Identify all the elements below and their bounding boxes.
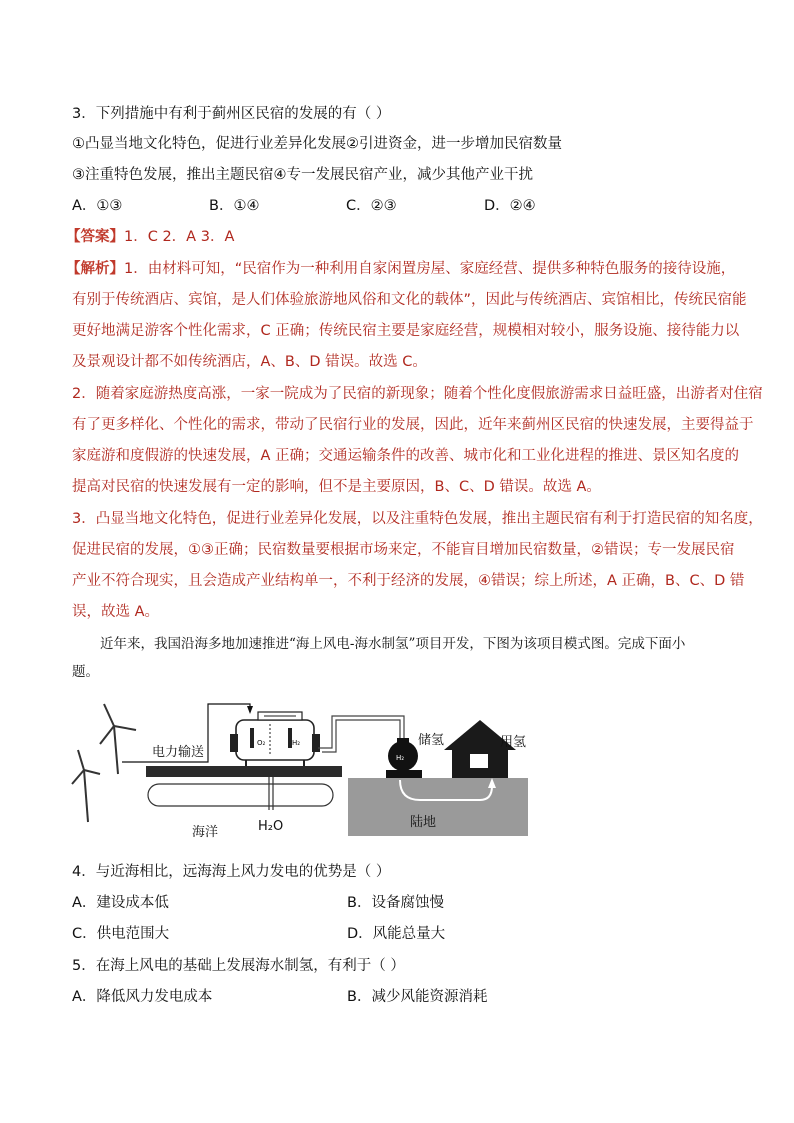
wind-turbine-icon	[100, 704, 136, 774]
q4-option-a: A．建设成本低	[72, 895, 169, 911]
analysis-label: 【解析】	[66, 261, 124, 277]
land-label: 陆地	[410, 815, 437, 830]
analysis-p1-line2: 有别于传统酒店、宾馆，是人们体验旅游地风俗和文化的载体”，因此与传统酒店、宾馆相比，传统民宿能	[72, 292, 747, 308]
o2-label: O₂	[257, 739, 266, 747]
power-label: 电力输送	[152, 745, 205, 760]
analysis-p3-line3: 产业不符合现实，且会造成产业结构单一，不利于经济的发展，④错误；综上所述，A 正确，B、C、D 错	[72, 573, 745, 589]
answer-line	[66, 227, 234, 247]
q5-option-b: B．减少风能资源消耗	[347, 989, 488, 1005]
wind-hydrogen-diagram	[60, 690, 540, 842]
q4-stem: 4．与近海相比，远海海上风力发电的优势是（ ）	[72, 864, 391, 880]
analysis-p3-line1: 3．凸显当地文化特色，促进行业差异化发展，以及注重特色发展，推出主题民宿有利于打造民宿的知名度，	[72, 511, 763, 527]
ocean-label: 海洋	[192, 825, 219, 840]
q4-option-b: B．设备腐蚀慢	[347, 895, 444, 911]
h2-label: H₂	[292, 739, 301, 747]
tank-label: H₂	[396, 754, 405, 762]
q3-option-c: C．②③	[346, 198, 397, 214]
analysis-p3-line2: 促进民宿的发展，①③正确；民宿数量要根据市场来定，不能盲目增加民宿数量，②错误；专一发展民宿	[72, 542, 735, 558]
analysis-p1-line4: 及景观设计都不如传统酒店，A、B、D 错误。故选 C。	[72, 354, 427, 370]
q5-stem: 5．在海上风电的基础上发展海水制氢，有利于（ ）	[72, 958, 405, 974]
answer-label: 【答案】	[66, 229, 124, 245]
electrolyzer	[236, 720, 314, 760]
analysis-p1-line1: 1．由材料可知，“民宿作为一种利用自家闲置房屋、家庭经营、提供多种特色服务的接待设施，	[124, 261, 736, 277]
land-block	[348, 778, 528, 836]
q3-items-line1: ①凸显当地文化特色，促进行业差异化发展②引进资金，进一步增加民宿数量	[72, 136, 562, 152]
intro-line1: 近年来，我国沿海多地加速推进“海上风电-海水制氢”项目开发，下图为该项目模式图。完成下面小	[100, 636, 686, 652]
wind-turbine-small-icon	[72, 750, 100, 822]
intro-line2: 题。	[72, 664, 99, 680]
analysis-p2-line3: 家庭游和度假游的快速发展，A 正确；交通运输条件的改善、城市化和工业化进程的推进、景区知名度的	[72, 448, 740, 464]
q3-stem: 3．下列措施中有利于蓟州区民宿的发展的有（ ）	[72, 106, 391, 122]
analysis-p3-line4: 误，故选 A。	[72, 604, 160, 620]
water-label: H₂O	[258, 819, 284, 834]
q3-option-b: B．①④	[209, 198, 260, 214]
q5-option-a: A．降低风力发电成本	[72, 989, 213, 1005]
q3-option-d: D．②④	[484, 198, 536, 214]
analysis-p2-line2: 有了更多样化、个性化的需求，带动了民宿行业的发展，因此，近年来蓟州区民宿的快速发展，主要得益于	[72, 417, 754, 433]
q4-option-c: C．供电范围大	[72, 926, 170, 942]
answer-text: 1．C 2．A 3．A	[124, 229, 235, 245]
q4-option-d: D．风能总量大	[347, 926, 446, 942]
q3-option-a: A．①③	[72, 198, 123, 214]
use-label: 用氢	[500, 735, 527, 750]
analysis-p2-line1: 2．随着家庭游热度高涨，一家一院成为了民宿的新现象；随着个性化度假旅游需求日益旺盛，出游者对住宿	[72, 386, 763, 402]
analysis-line	[66, 259, 735, 279]
storage-label: 储氢	[418, 733, 445, 748]
platform-deck	[146, 766, 342, 777]
q3-items-line2: ③注重特色发展，推出主题民宿④专一发展民宿产业，减少其他产业干扰	[72, 167, 533, 183]
pontoon	[148, 784, 333, 806]
analysis-p1-line3: 更好地满足游客个性化需求，C 正确；传统民宿主要是家庭经营，规模相对较小，服务设施、接待能力以	[72, 323, 740, 339]
analysis-p2-line4: 提高对民宿的快速发展有一定的影响，但不是主要原因，B、C、D 错误。故选 A。	[72, 479, 601, 495]
